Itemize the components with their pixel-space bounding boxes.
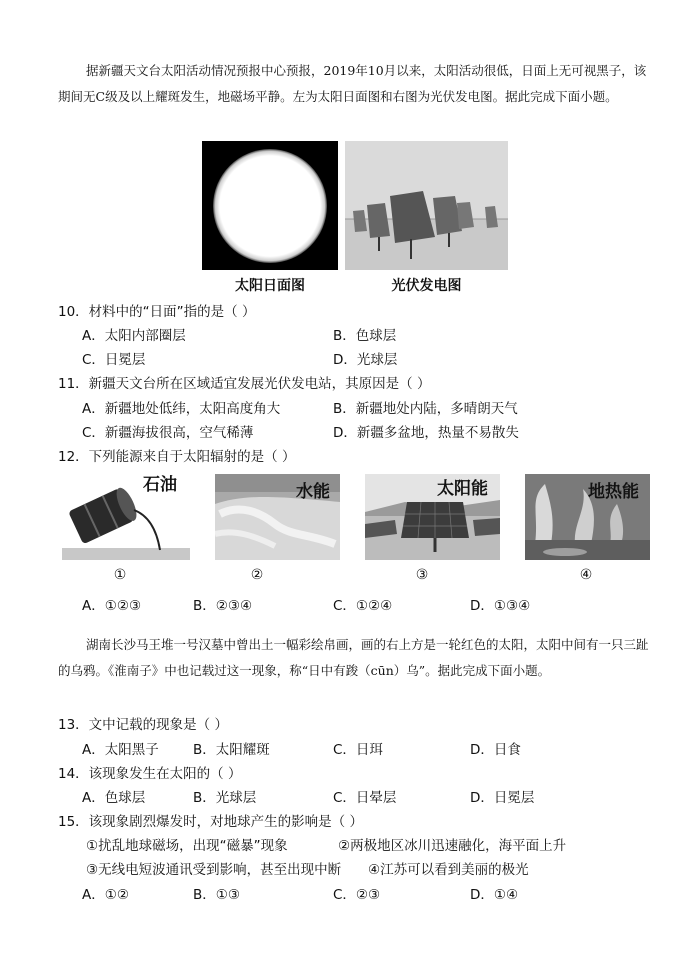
image-number-4: ④ <box>579 567 593 583</box>
q14-option-a: A．色球层 <box>82 790 146 806</box>
pv-plant-graphic <box>345 141 508 270</box>
q10-option-a: A．太阳内部圈层 <box>82 328 186 344</box>
solar-label: 太阳能 <box>437 479 488 499</box>
q15-statement-3: ③无线电短波通讯受到影响，甚至出现中断 <box>86 862 342 878</box>
q15-option-a: A．①② <box>82 887 129 903</box>
q12-option-a: A．①②③ <box>82 598 142 614</box>
oil-label: 石油 <box>143 475 177 495</box>
q15-option-c: C．②③ <box>333 887 381 903</box>
q10-option-d: D．光球层 <box>333 352 398 368</box>
q14-option-c: C．日晕层 <box>333 790 397 806</box>
q15-statement-2: ②两极地区冰川迅速融化，海平面上升 <box>338 838 567 854</box>
hydro-label: 水能 <box>296 482 330 502</box>
q14-stem: 14．该现象发生在太阳的（ ） <box>58 766 242 782</box>
image-number-1: ① <box>113 567 127 583</box>
q13-option-d: D．日食 <box>470 742 521 758</box>
q10-option-b: B．色球层 <box>333 328 397 344</box>
q15-stem: 15．该现象剧烈爆发时，对地球产生的影响是（ ） <box>58 814 363 830</box>
q10-stem: 10．材料中的“日面”指的是（ ） <box>58 304 256 320</box>
sun-disk-caption: 太阳日面图 <box>235 278 305 294</box>
pv-plant-caption: 光伏发电图 <box>391 278 462 294</box>
q11-stem: 11．新疆天文台所在区域适宜发展光伏发电站，其原因是（ ） <box>58 376 431 392</box>
q11-option-b: B．新疆地处内陆，多晴朗天气 <box>333 401 518 417</box>
q12-option-b: B．②③④ <box>193 598 253 614</box>
q13-option-c: C．日珥 <box>333 742 383 758</box>
q11-option-a: A．新疆地处低纬，太阳高度角大 <box>82 401 281 417</box>
q10-option-c: C．日冕层 <box>82 352 146 368</box>
q14-option-b: B．光球层 <box>193 790 257 806</box>
q14-option-d: D．日冕层 <box>470 790 535 806</box>
passage-1: 据新疆天文台太阳活动情况预报中心预报，2019年10月以来，太阳活动很低，日面上无可视黑子，该期间无C级及以上耀斑发生，地磁场平静。左为太阳日面图和右图为光伏发电图。据此完成下面小题。 <box>58 63 647 104</box>
q15-statement-1: ①扰乱地球磁场，出现“磁暴”现象 <box>86 838 288 854</box>
q12-option-c: C．①②④ <box>333 598 393 614</box>
q15-option-d: D．①④ <box>470 887 519 903</box>
pv-plant-image <box>345 141 508 270</box>
q13-stem: 13．文中记载的现象是（ ） <box>58 717 228 733</box>
q15-statement-4: ④江苏可以看到美丽的极光 <box>368 862 529 878</box>
q13-option-a: A．太阳黑子 <box>82 742 159 758</box>
q13-option-b: B．太阳耀斑 <box>193 742 270 758</box>
sun-disk-graphic <box>202 141 338 270</box>
geothermal-label: 地热能 <box>588 482 639 502</box>
q11-option-c: C．新疆海拔很高，空气稀薄 <box>82 425 254 441</box>
image-number-2: ② <box>250 567 264 583</box>
image-number-3: ③ <box>415 567 429 583</box>
passage-2: 湖南长沙马王堆一号汉墓中曾出土一幅彩绘帛画，画的右上方是一轮红色的太阳，太阳中间有一只三趾的乌鸦。《淮南子》中也记载过这一现象，称“日中有踆（cūn）乌”。据此完成下面小题。 <box>58 637 649 678</box>
q12-stem: 12．下列能源来自于太阳辐射的是（ ） <box>58 449 296 465</box>
sun-disk-image <box>202 141 338 270</box>
q15-option-b: B．①③ <box>193 887 240 903</box>
q12-option-d: D．①③④ <box>470 598 531 614</box>
q11-option-d: D．新疆多盆地，热量不易散失 <box>333 425 519 441</box>
